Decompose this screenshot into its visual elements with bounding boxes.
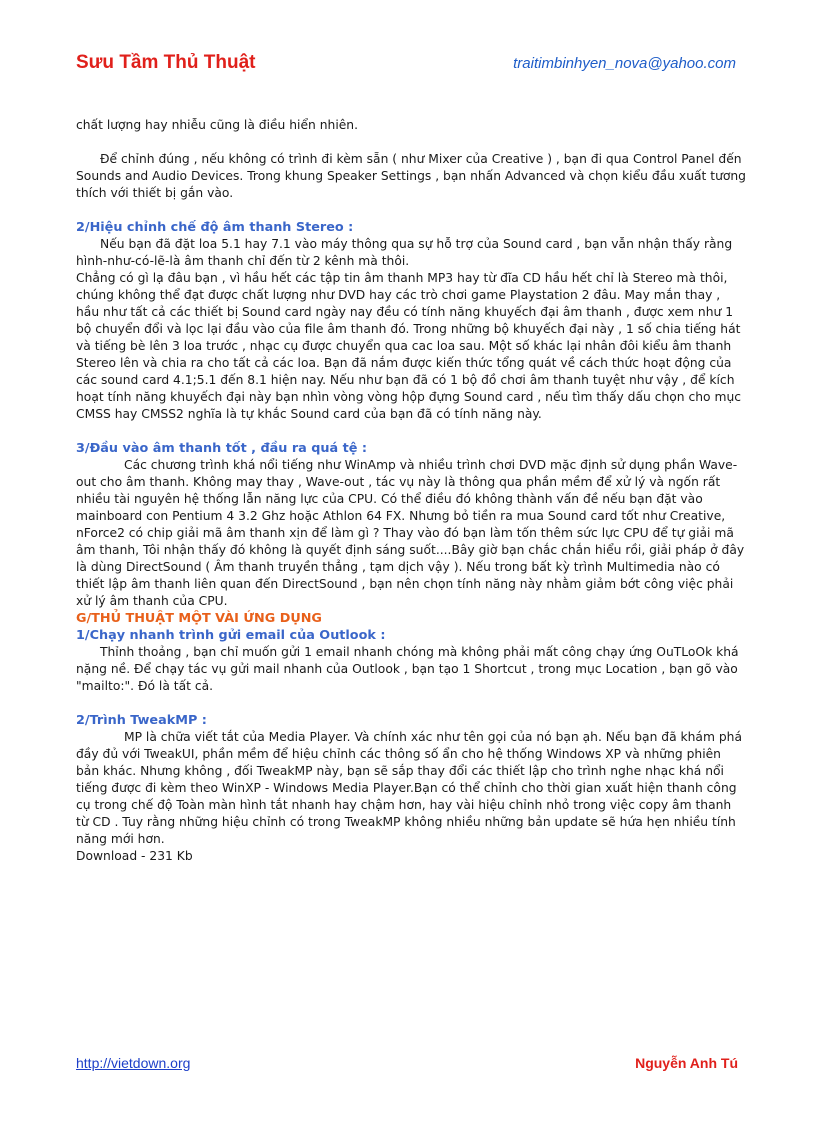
paragraph-control-panel-text: Để chỉnh đúng , nếu không có trình đi kèm sẵn ( như Mixer của Creative ) , bạn đi qua Control Panel đến Sounds and Audio Devices. Trong khung Speaker Settings , bạn nhấn Advanced và chọn kiểu đầu xuất tương thích với thiết bị gắn vào. xyxy=(76,152,746,200)
paragraph-stereo-2: Chẳng có gì lạ đâu bạn , vì hầu hết các tập tin âm thanh MP3 hay từ đĩa CD hầu hết chỉ là Stereo mà thôi, chúng không thể đạt được chất lượng như DVD hay các trò chơi game Playstation 2 đâu. May mắn thay , hầu như tất cả các thiết bị Sound card ngày nay đều có tính năng khuyếch đại âm thanh , được xem như 1 bộ chuyển đổi và lọc lại đầu vào của file âm thanh đó. Trong những bộ khuyếch đại này , 1 số chia tiếng hát và tiếng bè lên 3 loa trước , nhạc cụ được chuyển qua cac loa sau. Một số khác lại nhân đôi kiểu âm thanh Stereo lên và chia ra cho tất cả các loa. Bạn đã nắm được kiến thức tổng quát về cách thức hoạt động của các sound card 4.1;5.1 đến 8.1 hiện nay. Nếu như bạn đã có 1 bộ đồ chơi âm thanh tuyệt như vậy , để kích hoạt tính năng khuyếch đại này bạn nhìn vòng vòng hộp đựng Sound card , nếu tìm thấy dấu chọn cho mục CMSS hay CMSS2 nghĩa là tự khắc Sound card của bạn đã có tính năng này. xyxy=(76,271,742,421)
paragraph-audio-io-text: Các chương trình khá nổi tiếng như WinAmp và nhiều trình chơi DVD mặc định sử dụng phần Wave-out cho âm thanh. Không may thay , Wave-out , tác vụ này là thông qua phần mềm để xử lý và ngốn rất nhiều tài nguyên hệ thống lẫn năng lực của CPU. Có thể điều đó không thành vấn đề nếu bạn đặt vào mainboard con Pentium 4 3.2 Ghz hoặc Athlon 64 FX. Nhưng bỏ tiền ra mua Sound card tốt như Creative, nForce2 có chip giải mã âm thanh xịn để làm gì ? Thay vào đó bạn làm tốn thêm sức lực CPU để tự giải mã âm thanh, Tôi nhận thấy đó không là quyết định sáng suốt....Bây giờ bạn chắc chắn hiểu rồi, giải pháp ở đây là dùng DirectSound ( Âm thanh truyền thẳng , tạm dịch vậy ). Nếu trong bất kỳ trình Multimedia nào có thiết lập âm thanh liên quan đến DirectSound , bạn nên chọn tính năng này nhằm giảm bớt công việc phải xử lý âm thanh của CPU. xyxy=(76,458,745,608)
paragraph-tweakmp-text: MP là chữa viết tắt của Media Player. Và chính xác như tên gọi của nó bạn ạh. Nếu bạn đã khám phá đầy đủ với TweakUI, phần mềm để hiệu chỉnh các thông số ẩn cho hệ thống Windows XP và những phiên bản khác. Nhưng không , đối TweakMP này, bạn sẽ sắp thay đổi các thiết lập cho trình nghe nhạc khá nổi tiếng được đi kèm theo WinXP - Windows Media Player.Bạn có thể chỉnh cho thời gian xuất hiện thanh công cụ trong chế độ Toàn màn hình tắt nhanh hay chậm hơn, hay vài hiệu chỉnh nhỏ trong việc copy âm thanh từ CD . Tuy rằng những hiệu chỉnh có trong TweakMP không nhiều những bản update sẽ hứa hẹn nhiều tính năng mới hơn. xyxy=(76,730,742,846)
header-email: traitimbinhyen_nova@yahoo.com xyxy=(513,55,736,72)
paragraph-stereo-1-text: Nếu bạn đã đặt loa 5.1 hay 7.1 vào máy thông qua sự hỗ trợ của Sound card , bạn vẫn nhận thấy rằng hình-như-có-lẽ-là âm thanh chỉ đến từ 2 kênh mà thôi. xyxy=(76,237,733,268)
paragraph-outlook xyxy=(76,644,746,695)
paragraph-audio-io xyxy=(76,457,746,610)
paragraph-stereo-1 xyxy=(76,236,746,270)
header-title: Sưu Tầm Thủ Thuật xyxy=(76,52,256,73)
paragraph-outlook-text: Thỉnh thoảng , bạn chỉ muốn gửi 1 email nhanh chóng mà không phải mất công chạy ứng OuTLoOk khá nặng nề. Để chạy tác vụ gửi mail nhanh của Outlook , bạn tạo 1 Shortcut , trong mục Location , bạn gõ vào "mailto:". Đó là tất cả. xyxy=(76,645,739,693)
document-body xyxy=(76,117,746,865)
paragraph-intro-end: chất lượng hay nhiễu cũng là điều hiển nhiên. xyxy=(76,118,359,132)
paragraph-control-panel xyxy=(76,151,746,202)
paragraph-tweakmp xyxy=(76,729,746,848)
footer-author: Nguyễn Anh Tú xyxy=(635,1055,738,1071)
footer-link[interactable]: http://vietdown.org xyxy=(76,1055,191,1071)
download-size: Download - 231 Kb xyxy=(76,849,193,863)
heading-stereo: 2/Hiệu chỉnh chế độ âm thanh Stereo : xyxy=(76,220,354,235)
heading-outlook: 1/Chạy nhanh trình gửi email của Outlook : xyxy=(76,628,386,643)
heading-section-g: G/THỦ THUẬT MỘT VÀI ỨNG DỤNG xyxy=(76,611,322,626)
heading-tweakmp: 2/Trình TweakMP : xyxy=(76,713,207,728)
heading-audio-io: 3/Đầu vào âm thanh tốt , đầu ra quá tệ : xyxy=(76,441,367,456)
